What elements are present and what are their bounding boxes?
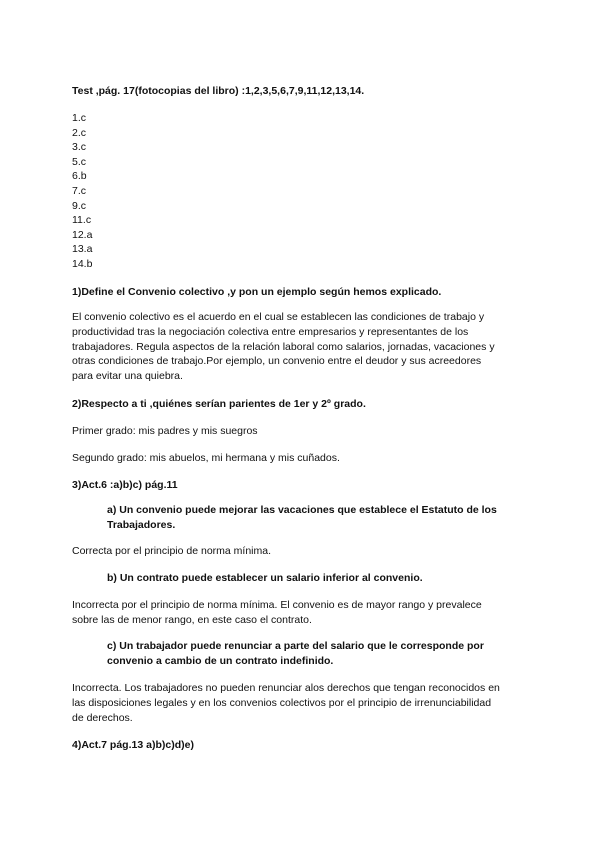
- answer-item: 7.c: [72, 185, 87, 197]
- q1-heading: 1)Define el Convenio colectivo ,y pon un ejemplo según hemos explicado.: [72, 286, 442, 298]
- q3-c-answer-line: las disposiciones legales y en los convenios colectivos por el principio de irrenunciabilidad: [72, 696, 492, 709]
- q3-b-statement: [107, 571, 527, 586]
- q4-heading: 4)Act.7 pág.13 a)b)c)d)e): [72, 739, 194, 751]
- answer-item: 11.c: [72, 214, 92, 227]
- q3-c-answer: [72, 681, 532, 725]
- q3-b-line: b) Un contrato puede establecer un salario inferior al convenio.: [107, 572, 423, 584]
- q3-b-answer: [72, 598, 532, 628]
- q1-answer-line: trabajadores. Regula aspectos de la relación laboral como salarios, jornadas, vacaciones y: [72, 340, 495, 353]
- q3-a-answer: Correcta por el principio de norma mínima.: [72, 545, 271, 557]
- q3-b-answer-line: Incorrecta por el principio de norma mínima. El convenio es de mayor rango y prevalece: [72, 599, 482, 611]
- q1-answer: [72, 310, 532, 384]
- test-heading: Test ,pág. 17(fotocopias del libro) :1,2,3,5,6,7,9,11,12,13,14.: [72, 85, 365, 97]
- answer-item: 1.c: [72, 112, 87, 124]
- q1-answer-line: El convenio colectivo es el acuerdo en el cual se establecen las condiciones de trabajo y: [72, 311, 485, 323]
- answer-item: 14.b: [72, 258, 93, 270]
- answer-item: 9.c: [72, 199, 87, 212]
- q1-answer-line: productividad tras la negociación colectiva entre empresarios y representantes de los: [72, 325, 469, 338]
- q3-heading: 3)Act.6 :a)b)c) pág.11: [72, 479, 178, 491]
- q3-a-line: Trabajadores.: [107, 518, 176, 531]
- q3-c-statement: [107, 639, 527, 669]
- answer-item: 6.b: [72, 170, 87, 183]
- q2-second-degree: Segundo grado: mis abuelos, mi hermana y mis cuñados.: [72, 452, 340, 464]
- answer-item: 5.c: [72, 155, 87, 168]
- q3-c-line: c) Un trabajador puede renunciar a parte del salario que le corresponde por: [107, 640, 484, 652]
- q1-answer-line: para evitar una quiebra.: [72, 370, 183, 383]
- answer-item: 13.a: [72, 243, 93, 256]
- q3-c-answer-line: de derechos.: [72, 711, 133, 724]
- q3-b-answer-line: sobre las de menor rango, en este caso el contrato.: [72, 613, 312, 626]
- q2-heading: 2)Respecto a ti ,quiénes serían parientes de 1er y 2º grado.: [72, 398, 366, 410]
- q3-c-answer-line: Incorrecta. Los trabajadores no pueden renunciar alos derechos que tengan reconocidos en: [72, 682, 500, 694]
- q3-a-line: a) Un convenio puede mejorar las vacaciones que establece el Estatuto de los: [107, 504, 497, 516]
- q3-c-line: convenio a cambio de un contrato indefinido.: [107, 654, 334, 667]
- q2-first-degree: Primer grado: mis padres y mis suegros: [72, 425, 258, 437]
- q3-a-statement: [107, 503, 527, 533]
- answer-item: 12.a: [72, 228, 93, 241]
- answer-item: 2.c: [72, 126, 87, 139]
- answer-item: 3.c: [72, 141, 87, 154]
- q1-answer-line: otras condiciones de trabajo.Por ejemplo, un convenio entre el deudor y sus acreedores: [72, 355, 482, 368]
